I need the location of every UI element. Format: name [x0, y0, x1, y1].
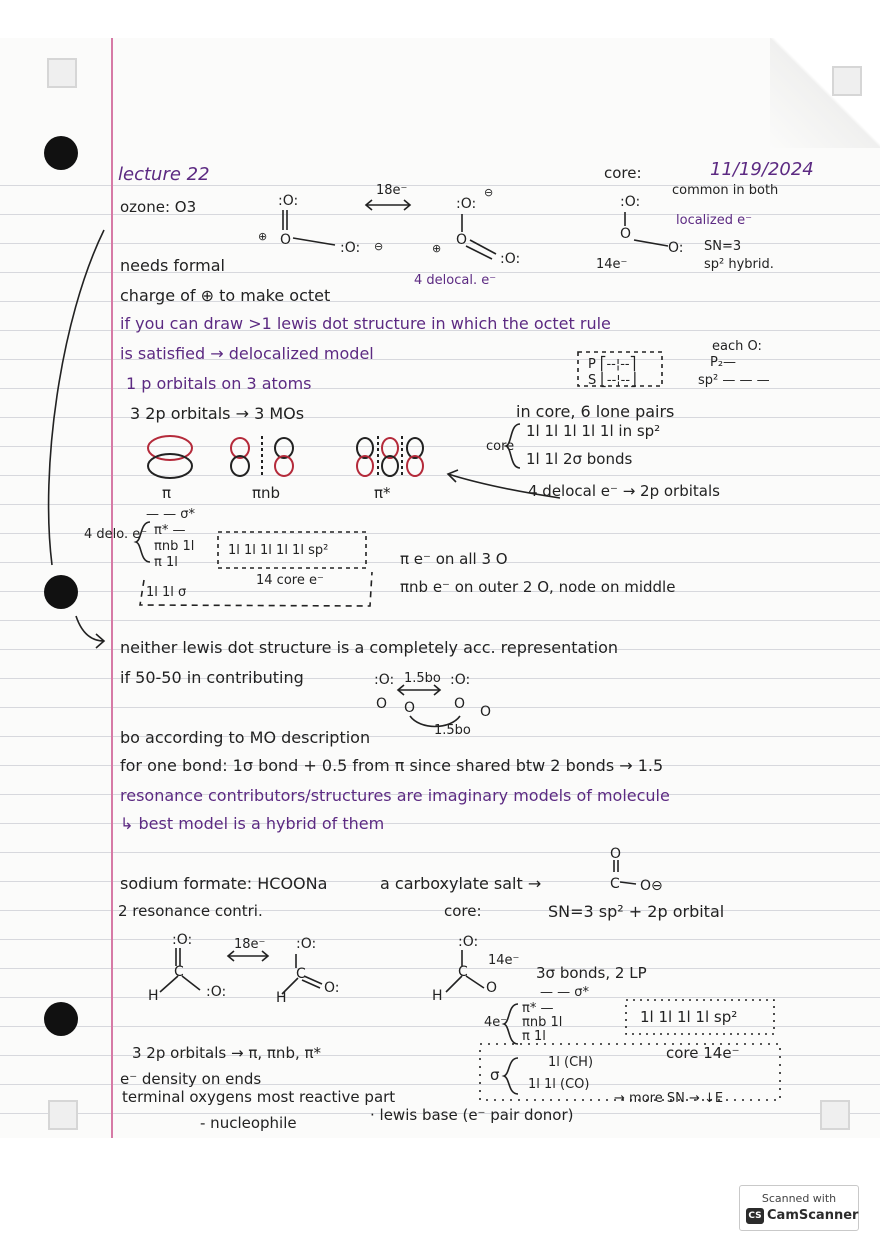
- core-brace-label: core: [486, 439, 515, 454]
- each-o-label: each O:: [712, 339, 762, 354]
- neither-text: neither lewis dot structure is a completely acc. representation: [120, 638, 618, 657]
- needs-formal-text: needs formal: [120, 256, 225, 275]
- core-heading: core:: [604, 164, 642, 182]
- svg-text:O: O: [376, 696, 388, 712]
- formate-sigma-label: σ: [490, 1066, 500, 1084]
- formate-14e-label: 14e⁻: [488, 953, 520, 968]
- mo-description-text: bo according to MO description: [120, 728, 371, 747]
- pi-level: π 1l: [154, 555, 178, 570]
- formate-pinb-level: πnb 1l: [522, 1015, 563, 1030]
- formate-core-14e: core 14e⁻: [666, 1044, 740, 1062]
- svg-text:O:: O:: [324, 980, 340, 996]
- svg-text::O:: :O:: [340, 240, 361, 256]
- svg-text:C: C: [174, 964, 184, 980]
- pz-level: P₂—: [710, 355, 737, 370]
- svg-text:⊖: ⊖: [484, 186, 494, 199]
- core-electrons: 14e⁻: [596, 257, 628, 272]
- svg-text::O:: :O:: [374, 672, 395, 688]
- svg-text::O:: :O:: [172, 932, 193, 948]
- p-orbitals-text: 1 p orbitals on 3 atoms: [126, 374, 312, 393]
- svg-text::O:: :O:: [500, 251, 521, 267]
- resonance-text: resonance contributors/structures are imaginary models of molecule: [120, 786, 670, 805]
- p-level-row: P ⎡--¦--⎤: [588, 357, 637, 372]
- mo-pinb-label: πnb: [252, 484, 281, 502]
- localized-note: localized e⁻: [676, 213, 752, 228]
- svg-text:O: O: [454, 696, 466, 712]
- nucleophile-text: - nucleophile: [200, 1114, 297, 1132]
- svg-text:H: H: [432, 988, 443, 1004]
- octet-rule-text: if you can draw >1 lewis dot structure in which the octet rule: [120, 314, 611, 333]
- formate-text: sodium formate: HCOONa: [120, 874, 328, 893]
- svg-text:C: C: [610, 876, 620, 892]
- delocalized-text: is satisfied → delocalized model: [120, 344, 374, 363]
- mo-pistar-label: π*: [374, 484, 391, 502]
- pinb-level: πnb 1l: [154, 539, 195, 554]
- ozone-electron-count: 18e⁻: [376, 183, 408, 198]
- svg-text::O:: :O:: [620, 194, 641, 210]
- core-sigma-row: 1l 1l 2σ bonds: [526, 450, 633, 468]
- camscanner-brand: CamScanner: [767, 1208, 859, 1223]
- svg-text:O: O: [456, 232, 468, 248]
- svg-text::O:: :O:: [206, 984, 227, 1000]
- hybrid-note: sp² hybrid.: [704, 257, 774, 272]
- svg-text:O: O: [486, 980, 498, 996]
- formate-18e-label: 18e⁻: [234, 937, 266, 952]
- sp2-electron-row: 1l 1l 1l 1l 1l sp²: [228, 543, 329, 558]
- core-sp2-row: 1l 1l 1l 1l 1l in sp²: [526, 422, 661, 440]
- lewis-base-text: · lewis base (e⁻ pair donor): [370, 1106, 574, 1124]
- svg-text:O⊖: O⊖: [640, 878, 663, 894]
- formate-sn-text: SN=3 sp² + 2p orbital: [548, 902, 725, 921]
- formate-bonds-text: 3σ bonds, 2 LP: [536, 964, 647, 982]
- delocal-note: 4 delocal. e⁻: [414, 273, 497, 288]
- terminal-oxygen-text: terminal oxygens most reactive part: [122, 1088, 396, 1106]
- resonance-contri-text: 2 resonance contri.: [118, 902, 263, 920]
- s-level-row: S ⎣--¦--⎦: [588, 373, 637, 388]
- svg-text:O: O: [610, 846, 622, 862]
- sigma-row: 1l 1l σ: [146, 585, 187, 600]
- svg-text:⊕: ⊕: [258, 230, 268, 243]
- common-note: common in both: [672, 183, 779, 198]
- svg-text::O:: :O:: [296, 936, 317, 952]
- sp2-level: sp² — — —: [698, 373, 770, 388]
- formate-sp2-row: 1l 1l 1l 1l sp²: [640, 1008, 738, 1026]
- carboxylate-text: a carboxylate salt →: [380, 874, 542, 893]
- delocal-orbitals-text: 4 delocal e⁻ → 2p orbitals: [528, 482, 720, 500]
- formate-pistar-level: π* —: [522, 1001, 554, 1016]
- svg-text::O:: :O:: [456, 196, 477, 212]
- svg-text::O:: :O:: [458, 934, 479, 950]
- pi-electrons-note: π e⁻ on all 3 O: [400, 550, 508, 568]
- best-model-text: ↳ best model is a hybrid of them: [120, 814, 385, 833]
- core-14-label: 14 core e⁻: [256, 573, 324, 588]
- lecture-title: lecture 22: [118, 164, 210, 185]
- svg-text:H: H: [148, 988, 159, 1004]
- svg-text:⊕: ⊕: [432, 242, 442, 255]
- density-text: e⁻ density on ends: [120, 1070, 262, 1088]
- pinb-electrons-note: πnb e⁻ on outer 2 O, node on middle: [400, 578, 676, 596]
- bond-order-label-2: 1.5bo: [434, 723, 471, 738]
- svg-text::O:: :O:: [450, 672, 471, 688]
- bond-order-label: 1.5bo: [404, 671, 441, 686]
- lone-pairs-text: in core, 6 lone pairs: [516, 402, 675, 421]
- svg-text:O: O: [480, 704, 492, 720]
- fifty-fifty-text: if 50-50 in contributing: [120, 668, 304, 687]
- charge-text: charge of ⊕ to make octet: [120, 286, 331, 305]
- sigma-star-level: — — σ*: [146, 507, 196, 522]
- more-sn-note: → more SN → ↓E: [614, 1091, 724, 1106]
- sn-note: SN=3: [704, 239, 742, 254]
- one-bond-text: for one bond: 1σ bond + 0.5 from π since shared btw 2 bonds → 1.5: [120, 756, 664, 775]
- formate-sigma-star: — — σ*: [540, 985, 590, 1000]
- svg-text:O: O: [620, 226, 632, 242]
- two-p-orbitals-text: 3 2p orbitals → 3 MOs: [130, 404, 305, 423]
- svg-text:O: O: [280, 232, 292, 248]
- formate-4e-label: 4e⁻: [484, 1015, 508, 1030]
- formate-pi-level: π 1l: [522, 1029, 546, 1044]
- camscanner-watermark: [739, 1185, 859, 1231]
- svg-text:C: C: [296, 966, 306, 982]
- formate-co-row: 1l 1l (CO): [528, 1077, 590, 1092]
- svg-text:⊖: ⊖: [374, 240, 384, 253]
- svg-text:H: H: [276, 990, 287, 1006]
- mo-pi-label: π: [162, 484, 172, 502]
- formate-ch-row: 1l (CH): [548, 1055, 594, 1070]
- svg-text::O:: :O:: [278, 193, 299, 209]
- camscanner-logo-icon: CS: [746, 1208, 764, 1224]
- pistar-level: π* —: [154, 523, 186, 538]
- svg-text:O:: O:: [668, 240, 684, 256]
- topic-label: ozone: O3: [120, 198, 197, 216]
- formate-orbitals-text: 3 2p orbitals → π, πnb, π*: [132, 1044, 322, 1062]
- scanned-with-text: Scanned with: [761, 1192, 837, 1205]
- svg-text:C: C: [458, 964, 468, 980]
- svg-text:O: O: [404, 700, 416, 716]
- lecture-date: 11/19/2024: [710, 159, 814, 180]
- formate-core-label: core:: [444, 902, 482, 920]
- four-delo-label: 4 delo. e⁻: [84, 527, 148, 542]
